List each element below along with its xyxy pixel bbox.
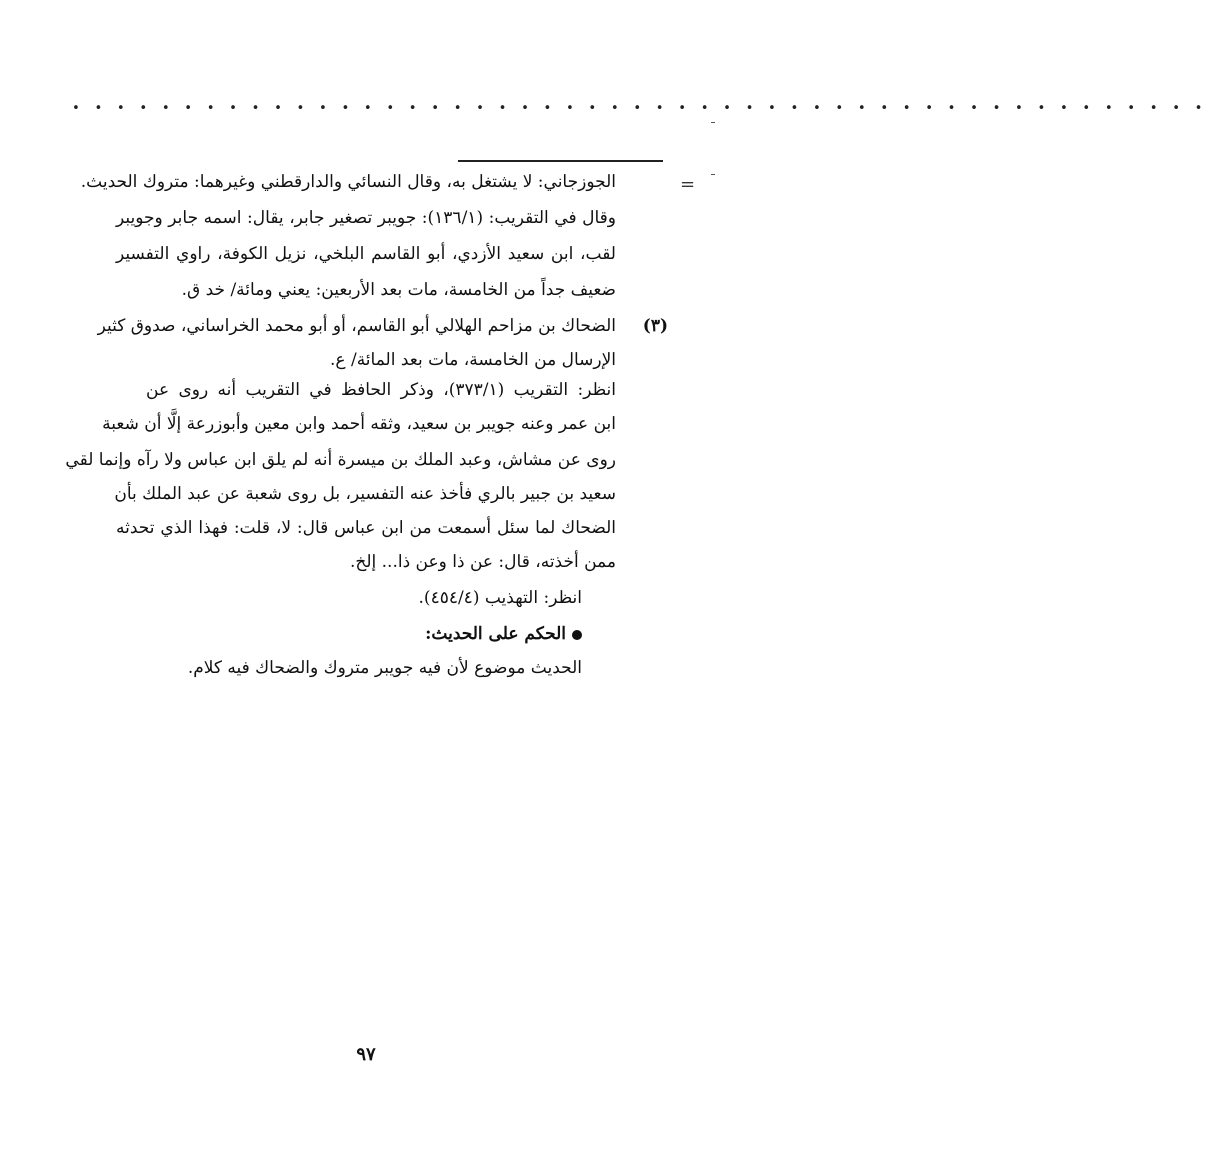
text-line-11: الضحاك لما سئل أسمعت من ابن عباس قال: لا، قلت: فهذا الذي تحدثه xyxy=(116,518,616,538)
text-line-7 xyxy=(116,376,616,406)
text-line-6: الإرسال من الخامسة، مات بعد المائة/ ع. xyxy=(330,350,616,370)
top-dotted-rule: • • • • • • • • • • • • • • • • • • • • • • • • • • • • • • • • • • • • • • • • • • • • • • • • • • • xyxy=(72,101,1206,116)
footnote-number: (٣) xyxy=(642,316,668,336)
text-line-5: الضحاك بن مزاحم الهلالي أبو القاسم، أو أبو محمد الخراساني، صدوق كثير xyxy=(97,316,616,336)
text-line-8: ابن عمر وعنه جويبر بن سعيد، وثقه أحمد وابن معين وأبوزرعة إلَّا أن شعبة xyxy=(102,414,616,434)
text-line-7-content: انظر: التقريب (٣٧٣/١)، وذكر الحافظ في التقريب أنه روى عن xyxy=(146,380,616,400)
text-line-10: سعيد بن جبير بالري فأخذ عنه التفسير، بل روى شعبة عن عبد الملك بأن xyxy=(114,484,616,504)
section-heading xyxy=(182,620,582,650)
text-line-2: وقال في التقريب: (١٣٦/١): جويبر تصغير جابر، يقال: اسمه جابر وجويبر xyxy=(116,208,617,228)
margin-tick xyxy=(711,122,715,123)
text-line-15: الحديث موضوع لأن فيه جويبر متروك والضحاك فيه كلام. xyxy=(187,658,582,678)
text-line-1: الجوزجاني: لا يشتغل به، وقال النسائي والدارقطني وغيرهما: متروك الحديث. xyxy=(80,172,616,192)
margin-continuation-mark: = xyxy=(680,174,696,195)
text-line-9: روى عن مشاش، وعبد الملك بن ميسرة أنه لم يلق ابن عباس ولا رآه وإنما لقي xyxy=(65,450,616,470)
text-line-3: لقب، ابن سعيد الأزدي، أبو القاسم البلخي، نزيل الكوفة، راوي التفسير xyxy=(116,244,616,264)
footnote-separator-rule xyxy=(458,160,663,162)
page-number: ٩٧ xyxy=(356,1044,376,1065)
margin-tick xyxy=(711,174,715,175)
text-line-13: انظر: التهذيب (٤٥٤/٤). xyxy=(418,588,582,608)
section-heading-text: الحكم على الحديث: xyxy=(425,624,566,644)
bullet-icon xyxy=(572,630,582,640)
text-line-12: ممن أخذته، قال: عن ذا وعن ذا... إلخ. xyxy=(349,552,616,572)
text-line-4: ضعيف جداً من الخامسة، مات بعد الأربعين: يعني ومائة/ خد ق. xyxy=(181,280,616,300)
